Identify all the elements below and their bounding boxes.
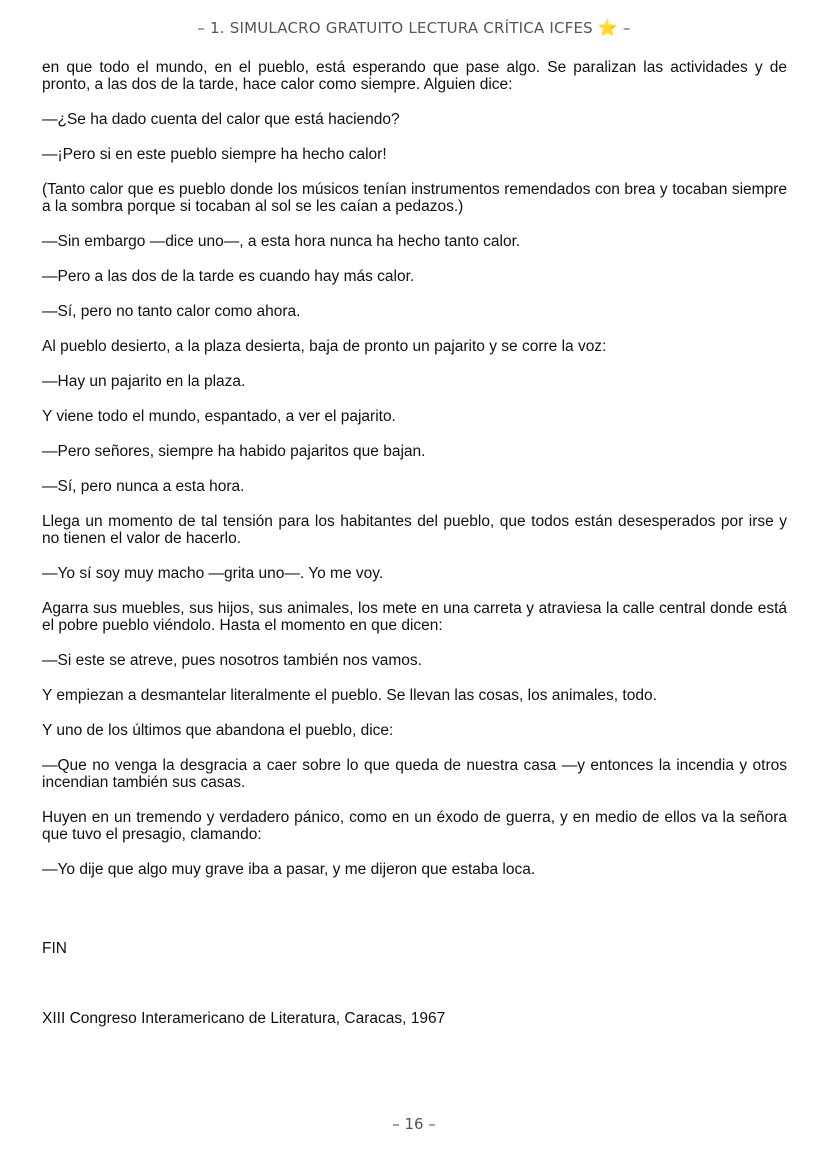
paragraph: Agarra sus muebles, sus hijos, sus animales, los mete en una carreta y atraviesa la calle central donde está el pobre pueblo viéndolo. Hasta el momento en que dicen: [42,600,787,634]
page-number: – 16 – [392,1115,436,1133]
story-body [42,59,787,896]
paragraph: —Sí, pero nunca a esta hora. [42,478,245,495]
paragraph: —¿Se ha dado cuenta del calor que está haciendo? [42,111,400,128]
source-citation: XIII Congreso Interamericano de Literatura, Caracas, 1967 [42,1010,446,1027]
paragraph: —Yo sí soy muy macho —grita uno—. Yo me voy. [42,565,384,582]
paragraph: (Tanto calor que es pueblo donde los músicos tenían instrumentos remendados con brea y tocaban siempre a la sombra porque si tocaban al sol se les caían a pedazos.) [42,181,787,215]
paragraph: —Si este se atreve, pues nosotros también nos vamos. [42,652,422,669]
header-title: – 1. SIMULACRO GRATUITO LECTURA CRÍTICA ICFES [197,19,598,37]
paragraph: —Yo dije que algo muy grave iba a pasar, y me dijeron que estaba loca. [42,861,536,878]
paragraph: Llega un momento de tal tensión para los habitantes del pueblo, que todos están desesperados por irse y no tienen el valor de hacerlo. [42,513,787,547]
header-suffix: – [617,19,631,37]
paragraph: —¡Pero si en este pueblo siempre ha hecho calor! [42,146,387,163]
paragraph: —Que no venga la desgracia a caer sobre lo que queda de nuestra casa —y entonces la incendia y otros incendian también sus casas. [42,757,787,791]
paragraph: Y empiezan a desmantelar literalmente el pueblo. Se llevan las cosas, los animales, todo. [42,687,657,704]
paragraph: —Hay un pajarito en la plaza. [42,373,246,390]
end-marker: FIN [42,940,67,957]
paragraph: —Pero a las dos de la tarde es cuando hay más calor. [42,268,415,285]
paragraph: —Pero señores, siempre ha habido pajaritos que bajan. [42,443,426,460]
paragraph: Y uno de los últimos que abandona el pueblo, dice: [42,722,394,739]
paragraph: —Sí, pero no tanto calor como ahora. [42,303,301,320]
star-icon: ⭐ [597,18,618,37]
paragraph: Al pueblo desierto, a la plaza desierta, baja de pronto un pajarito y se corre la voz: [42,338,607,355]
paragraph: Huyen en un tremendo y verdadero pánico, como en un éxodo de guerra, y en medio de ellos va la señora que tuvo el presagio, clamando: [42,809,787,843]
page-header [0,18,828,37]
paragraph: en que todo el mundo, en el pueblo, está esperando que pase algo. Se paralizan las actividades y de pronto, a las dos de la tarde, hace calor como siempre. Alguien dice: [42,59,787,93]
paragraph: —Sin embargo —dice uno—, a esta hora nunca ha hecho tanto calor. [42,233,521,250]
paragraph: Y viene todo el mundo, espantado, a ver el pajarito. [42,408,396,425]
